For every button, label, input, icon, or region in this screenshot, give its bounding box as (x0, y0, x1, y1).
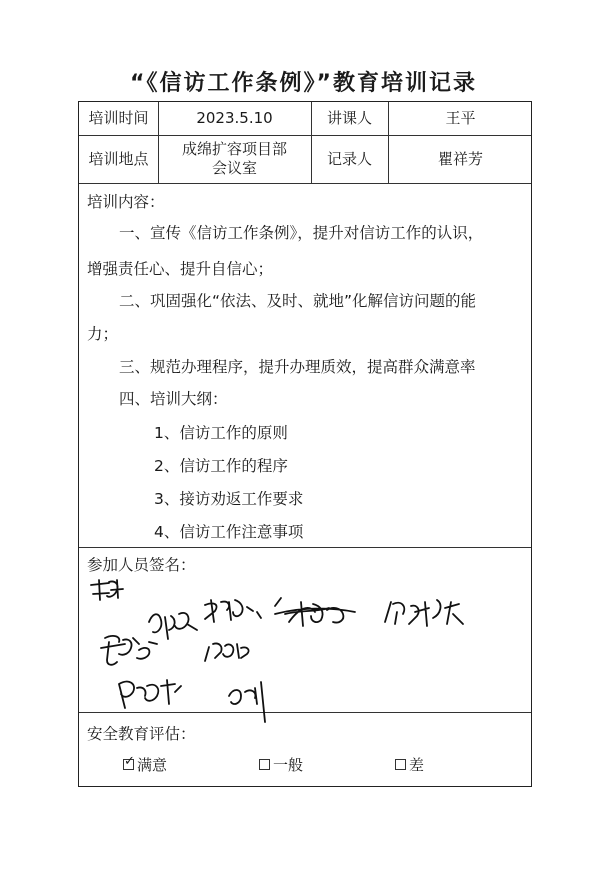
outline-item: 4、信访工作注意事项 (154, 523, 304, 541)
lecturer-value: 王平 (445, 109, 476, 127)
option-satisfied[interactable] (123, 754, 167, 775)
content-line: 增强责任心、提升自信心； (87, 260, 274, 278)
training-time-label: 培训时间 (88, 109, 149, 127)
checkbox-unchecked[interactable] (259, 759, 270, 770)
content-line: 二、巩固强化“依法、及时、就地”化解信访问题的能 (119, 292, 477, 310)
content-line: 力； (87, 325, 119, 343)
attendees-heading: 参加人员签名： (87, 556, 196, 574)
checkbox-unchecked[interactable] (395, 759, 406, 770)
content-line: 三、规范办理程序，提升办理质效，提高群众满意率 (119, 358, 476, 376)
check-icon: ✓ (124, 754, 135, 769)
option-poor[interactable] (395, 754, 424, 775)
recorder-value: 瞿祥芳 (437, 149, 483, 168)
lecturer-label: 讲课人 (326, 109, 372, 127)
content-heading: 培训内容： (87, 193, 165, 211)
option-average[interactable] (259, 754, 303, 775)
content-line: 四、培训大纲： (119, 390, 228, 408)
outline-item: 2、信访工作的程序 (154, 457, 288, 475)
evaluation-heading: 安全教育评估： (87, 725, 196, 743)
content-line: 一、宣传《信访工作条例》，提升对信访工作的认识， (119, 224, 484, 242)
place-line-1: 成绵扩容项目部 (181, 140, 287, 158)
option-label: 差 (409, 756, 425, 774)
outline-item: 1、信访工作的原则 (154, 424, 288, 442)
outline-item: 3、接访劝返工作要求 (154, 490, 304, 508)
option-label: 满意 (137, 756, 168, 774)
training-time-value: 2023.5.10 (196, 109, 273, 127)
record-form (78, 101, 532, 787)
document-title: “《信访工作条例》”教育培训记录 (130, 71, 477, 96)
checkbox-checked[interactable] (123, 754, 135, 770)
place-line-2: 会议室 (211, 159, 257, 177)
training-place-label: 培训地点 (88, 149, 149, 168)
handwritten-signatures (79, 102, 533, 788)
option-label: 一般 (273, 756, 304, 774)
recorder-label: 记录人 (326, 149, 372, 168)
